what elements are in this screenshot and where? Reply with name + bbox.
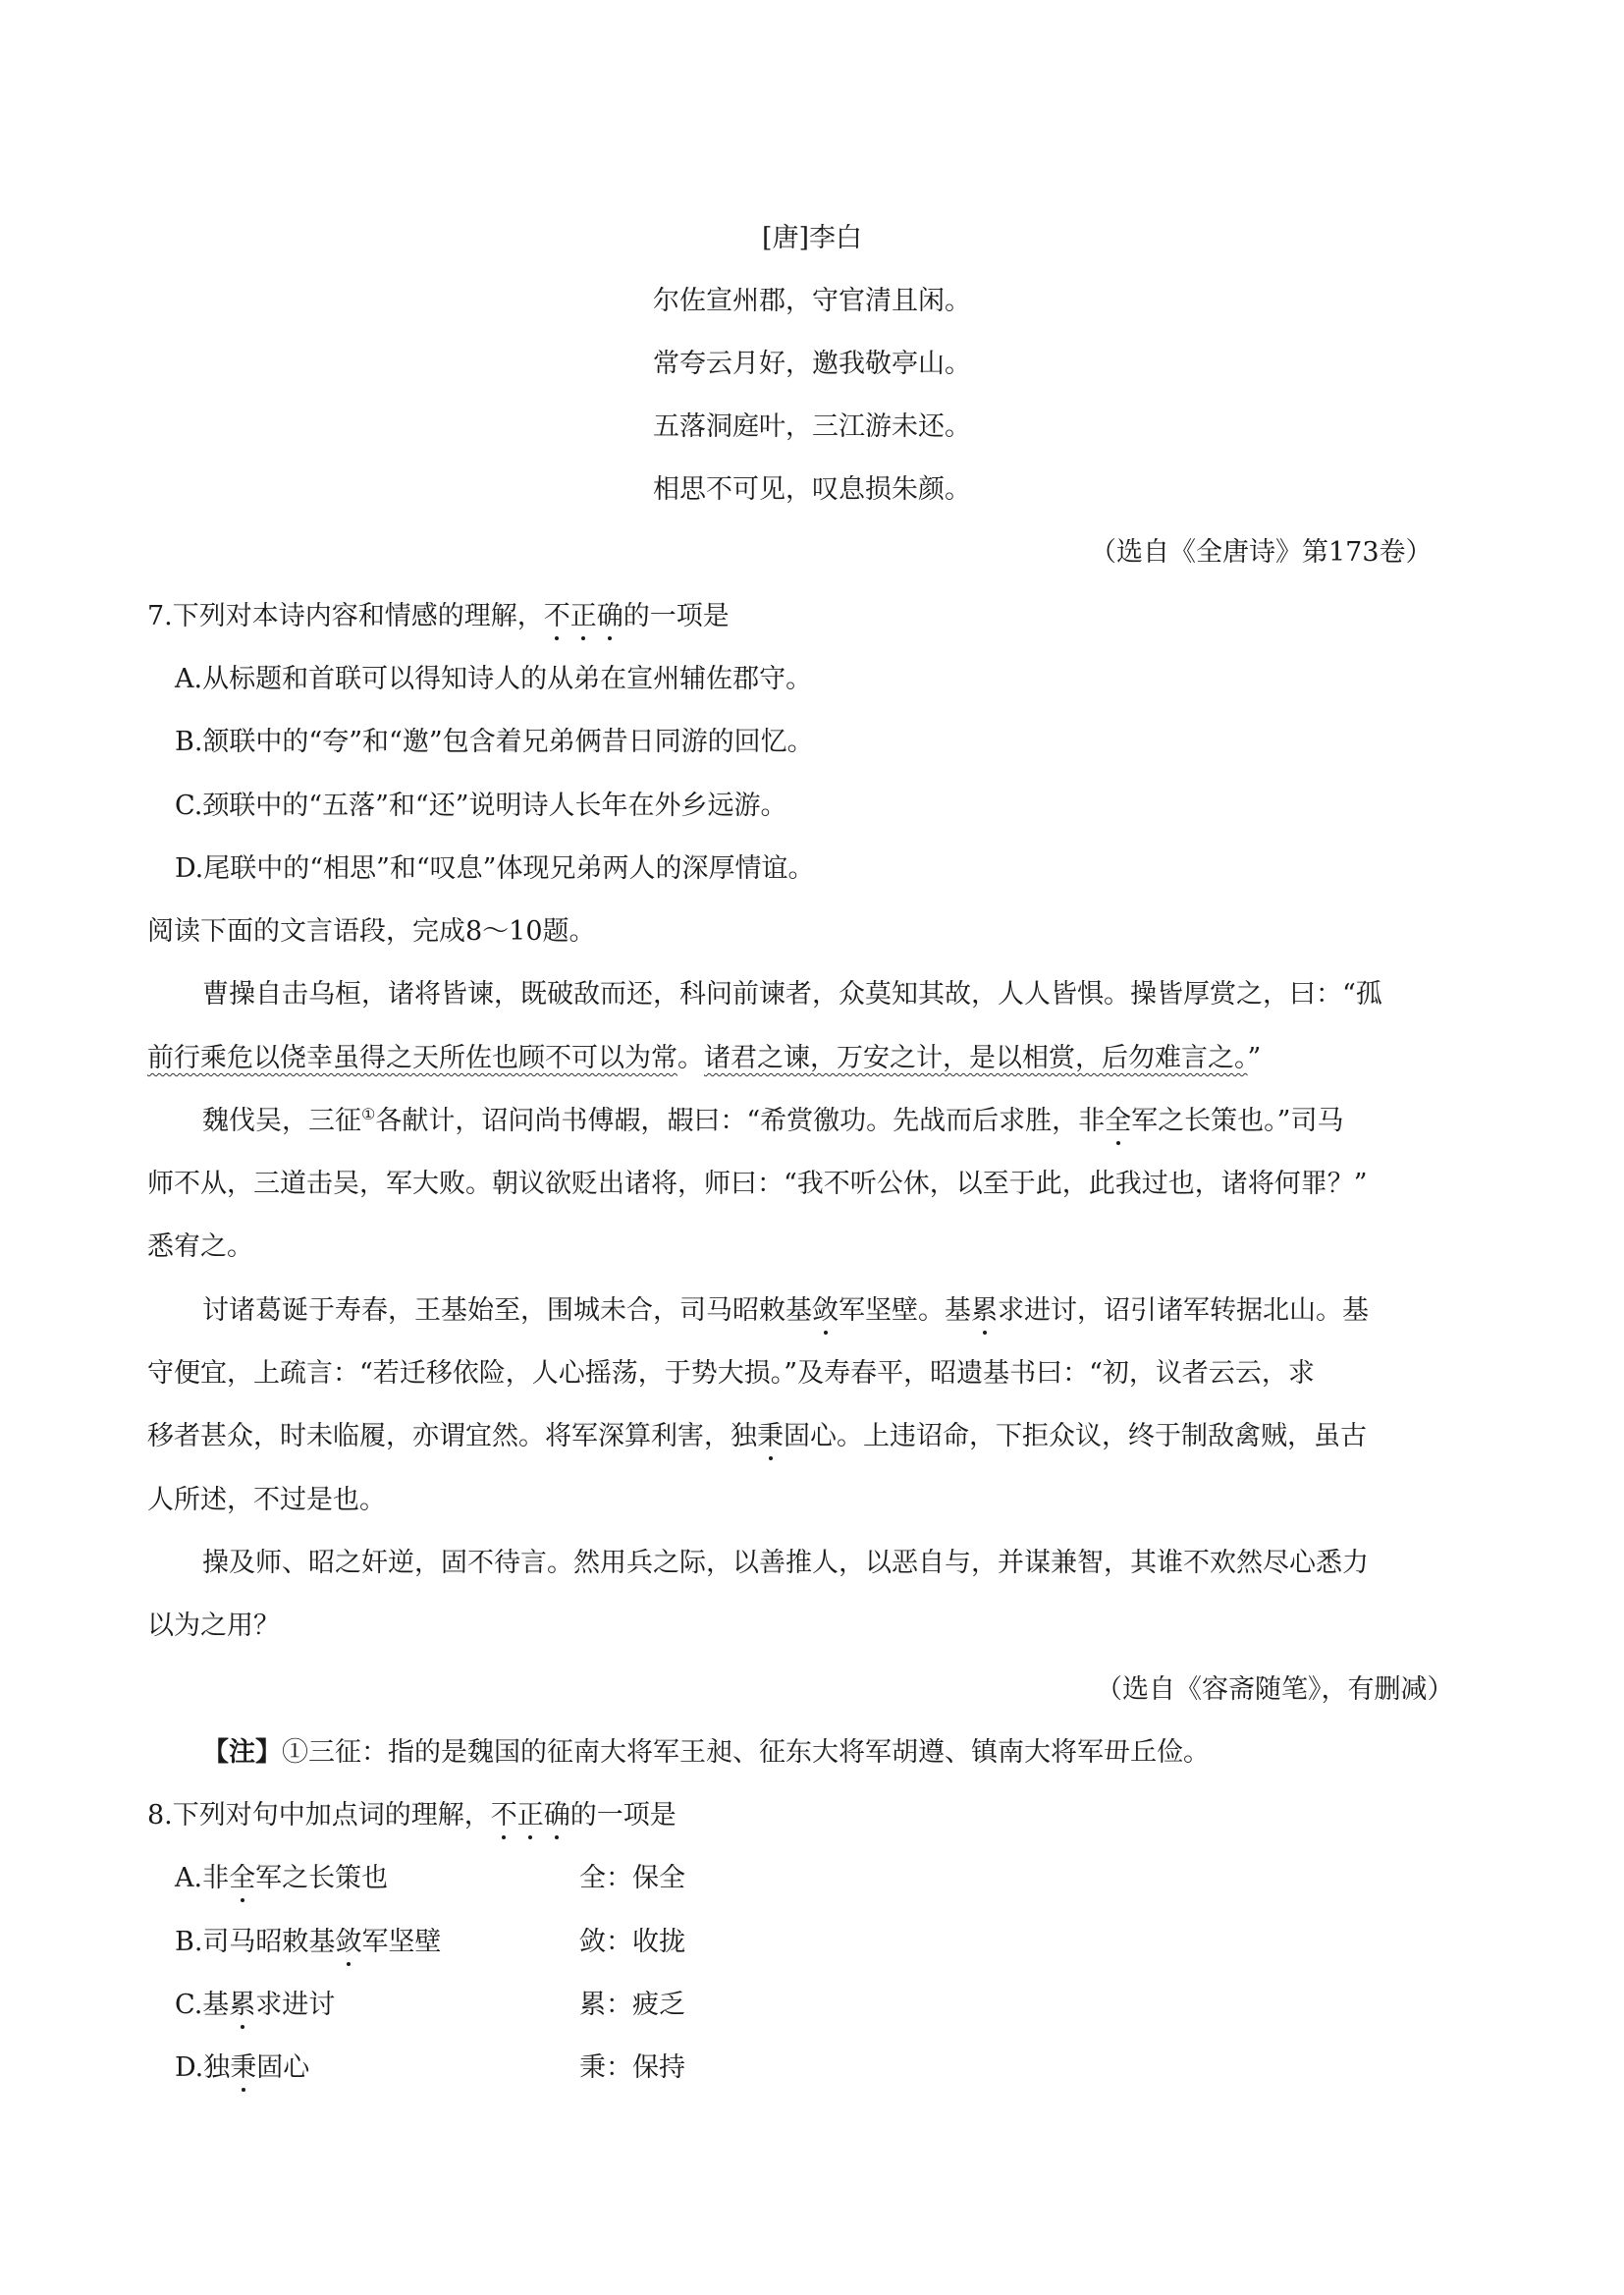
q8-option-b-gloss: 敛：收拢 <box>579 1927 685 1957</box>
emphasis-dot-char: 正 <box>516 1800 544 1831</box>
passage-p1-line-1: 曹操自击乌桓，诸将皆谏，既破敌而还，科问前谏者，众莫知其故，人人皆惧。操皆厚赏之，曰：“孤 <box>202 979 1382 1010</box>
emphasis-dot-char: 确 <box>543 1800 570 1831</box>
emphasis-dot-char: 不 <box>490 1800 517 1831</box>
passage-p3-line-4: 人所述，不过是也。 <box>147 1485 386 1515</box>
passage-source: （选自《容斋随笔》，有删减） <box>1096 1674 1454 1705</box>
poem-author: [唐]李白 <box>761 223 863 253</box>
wavy-underlined-sentence: 前行乘危以侥幸虽得之天所佐也顾不可以为常 <box>147 1043 677 1073</box>
emphasis-dot-char: 累 <box>971 1295 998 1326</box>
q8-option-d: D.独秉固心 <box>175 2052 310 2083</box>
passage-p3-line-2: 守便宜，上疏言：“若迁移依险，人心摇荡，于势大损。”及寿春平，昭遗基书曰：“初，议者云云，求 <box>147 1358 1315 1389</box>
q8-option-c-gloss: 累：疲乏 <box>579 1990 685 2020</box>
passage-p3-line-3: 移者甚众，时未临履，亦谓宜然。将军深算利害，独秉固心。上违诏命，下拒众议，终于制敌禽贼，虽古 <box>147 1421 1367 1451</box>
q8-option-a: A.非全军之长策也 <box>175 1863 389 1893</box>
reading-intro: 阅读下面的文言语段，完成8～10题。 <box>147 916 596 947</box>
emphasis-dot-char: 秉 <box>230 2052 257 2083</box>
poem-source: （选自《全唐诗》第173卷） <box>1090 537 1433 568</box>
q8-option-c: C.基累求进讨 <box>175 1990 336 2020</box>
emphasis-dot-char: 全 <box>1105 1106 1132 1136</box>
q8-option-a-gloss: 全：保全 <box>579 1863 685 1893</box>
q7-option-c: C.颈联中的“五落”和“还”说明诗人长年在外乡远游。 <box>175 791 787 821</box>
passage-p4-line-2: 以为之用？ <box>147 1611 280 1641</box>
q7-option-d: D.尾联中的“相思”和“叹息”体现兄弟两人的深厚情谊。 <box>175 853 815 884</box>
poem-line-1: 尔佐宣州郡，守官清且闲。 <box>653 286 971 316</box>
emphasis-dot-char: 不 <box>543 601 570 631</box>
emphasis-dot-char: 确 <box>596 601 623 631</box>
q8-stem: 8.下列对句中加点词的理解，不正确的一项是 <box>147 1800 677 1831</box>
passage-footnote: 【注】①三征：指的是魏国的征南大将军王昶、征东大将军胡遵、镇南大将军毌丘俭。 <box>202 1737 1210 1768</box>
q8-option-b: B.司马昭敕基敛军坚壁 <box>175 1927 442 1957</box>
q7-option-b: B.颔联中的“夸”和“邀”包含着兄弟俩昔日同游的回忆。 <box>175 727 814 757</box>
poem-line-3: 五落洞庭叶，三江游未还。 <box>653 411 971 442</box>
q7-option-a: A.从标题和首联可以得知诗人的从弟在宣州辅佐郡守。 <box>175 664 813 694</box>
passage-p2-line-1: 魏伐吴，三征①各献计，诏问尚书傅嘏，嘏曰：“希赏徼功。先战而后求胜，非全军之长策也。”司马 <box>202 1105 1344 1136</box>
emphasis-dot-char: 正 <box>569 601 597 631</box>
underlined-sentence: 诸君之谏，万安之计，是以相赏，后勿难言之。 <box>704 1043 1248 1073</box>
footnote-marker: ① <box>361 1105 376 1123</box>
poem-line-4: 相思不可见，叹息损朱颜。 <box>653 474 971 505</box>
passage-p2-line-3: 悉宥之。 <box>147 1231 253 1262</box>
q7-stem: 7.下列对本诗内容和情感的理解，不正确的一项是 <box>147 601 730 631</box>
passage-p4-line-1: 操及师、昭之奸逆，固不待言。然用兵之际，以善推人，以恶自与，并谋兼智，其谁不欢然尽心悉力 <box>202 1548 1369 1578</box>
passage-p1-line-2: 前行乘危以侥幸虽得之天所佐也顾不可以为常。诸君之谏，万安之计，是以相赏，后勿难言之。” <box>147 1043 1262 1073</box>
emphasis-dot-char: 秉 <box>757 1421 784 1451</box>
emphasis-dot-char: 全 <box>229 1863 256 1893</box>
emphasis-dot-char: 敛 <box>812 1295 839 1326</box>
poem-line-2: 常夸云月好，邀我敬亭山。 <box>653 349 971 379</box>
emphasis-dot-char: 累 <box>229 1990 256 2020</box>
q8-option-d-gloss: 秉：保持 <box>579 2052 685 2083</box>
passage-p2-line-2: 师不从，三道击吴，军大败。朝议欲贬出诸将，师曰：“我不听公休，以至于此，此我过也，诸将何罪？” <box>147 1169 1368 1199</box>
emphasis-dot-char: 敛 <box>335 1927 362 1957</box>
passage-p3-line-1: 讨诸葛诞于寿春，王基始至，围城未合，司马昭敕基敛军坚壁。基累求进讨，诏引诸军转据北山。基 <box>202 1295 1369 1326</box>
